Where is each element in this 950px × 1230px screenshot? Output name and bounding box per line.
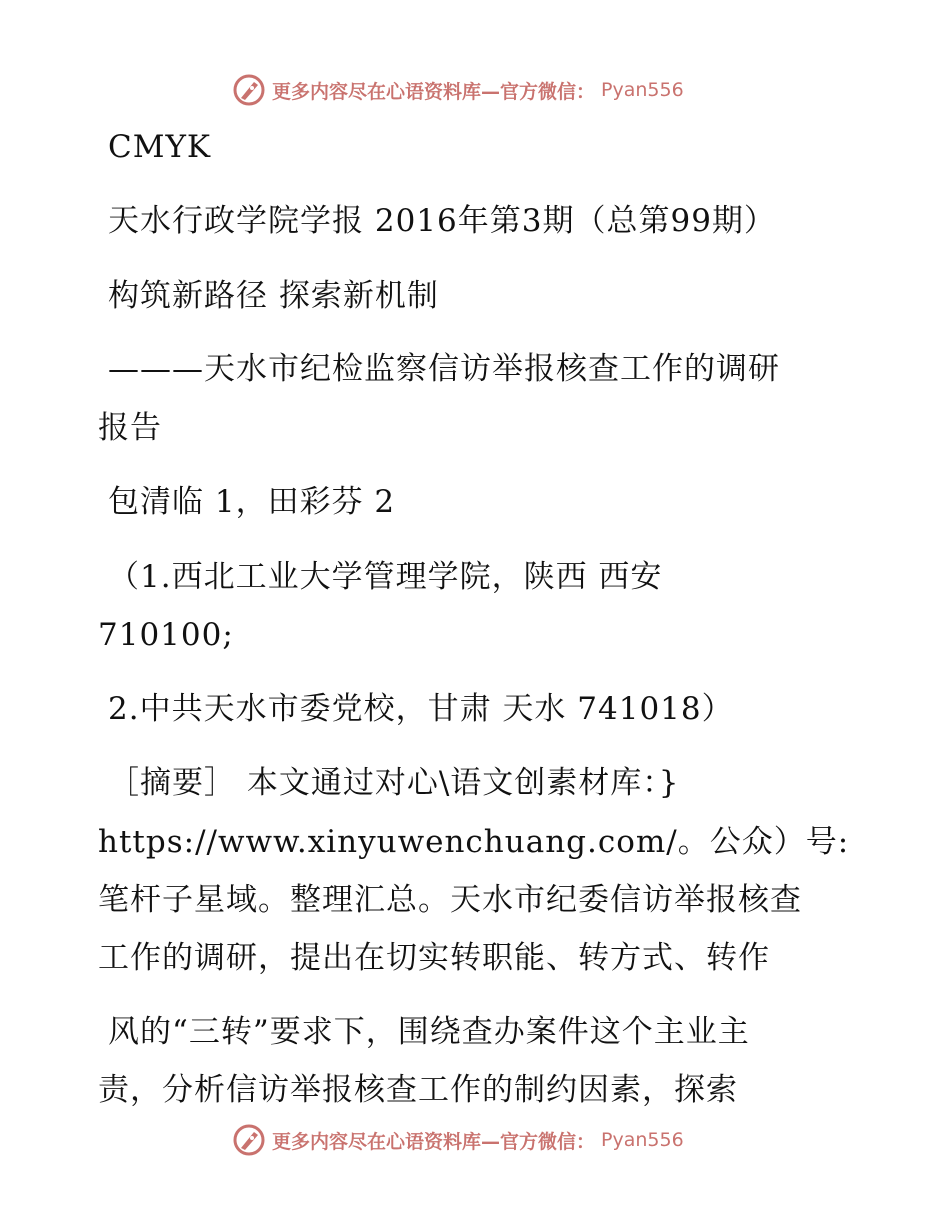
- header-watermark: [232, 72, 684, 108]
- watermark-text: 更多内容尽在心语资料库—官方微信：: [272, 1130, 596, 1153]
- doc-line-subtitle-cont: 报告: [98, 410, 162, 446]
- doc-line-abstract-4: 工作的调研，提出在切实转职能、转方式、转作: [98, 940, 770, 976]
- doc-line-authors: 包清临 1，田彩芬 2: [108, 484, 396, 520]
- doc-line-affiliation-1: （1.西北工业大学管理学院，陕西 西安: [108, 559, 663, 595]
- watermark-wechat-id: Pyan556: [601, 79, 684, 101]
- doc-line-color-mode: CMYK: [108, 129, 212, 165]
- doc-line-title: 构筑新路径 探索新机制: [108, 278, 439, 314]
- doc-line-abstract-3: 笔杆子星域。整理汇总。天水市纪委信访举报核查: [98, 882, 802, 918]
- pen-logo-icon: [232, 1123, 266, 1157]
- pen-logo-icon: [232, 73, 266, 107]
- footer-watermark: [232, 1122, 684, 1158]
- doc-line-journal: 天水行政学院学报 2016年第3期（总第99期）: [108, 203, 776, 239]
- doc-line-abstract-1: ［摘要］ 本文通过对心\语文创素材库：}: [108, 765, 680, 801]
- watermark-text: 更多内容尽在心语资料库—官方微信：: [272, 80, 596, 103]
- doc-line-affiliation-1-zip: 710100;: [98, 617, 234, 653]
- doc-line-abstract-6: 责，分析信访举报核查工作的制约因素，探索: [98, 1072, 738, 1108]
- doc-line-abstract-2: https://www.xinyuwenchuang.com/。公众）号:: [98, 824, 850, 860]
- doc-line-affiliation-2: 2.中共天水市委党校，甘肃 天水 741018）: [108, 691, 734, 727]
- watermark-wechat-id: Pyan556: [601, 1129, 684, 1151]
- doc-line-subtitle: ———天水市纪检监察信访举报核查工作的调研: [108, 351, 780, 387]
- doc-line-abstract-5: 风的“三转”要求下，围绕查办案件这个主业主: [108, 1014, 750, 1050]
